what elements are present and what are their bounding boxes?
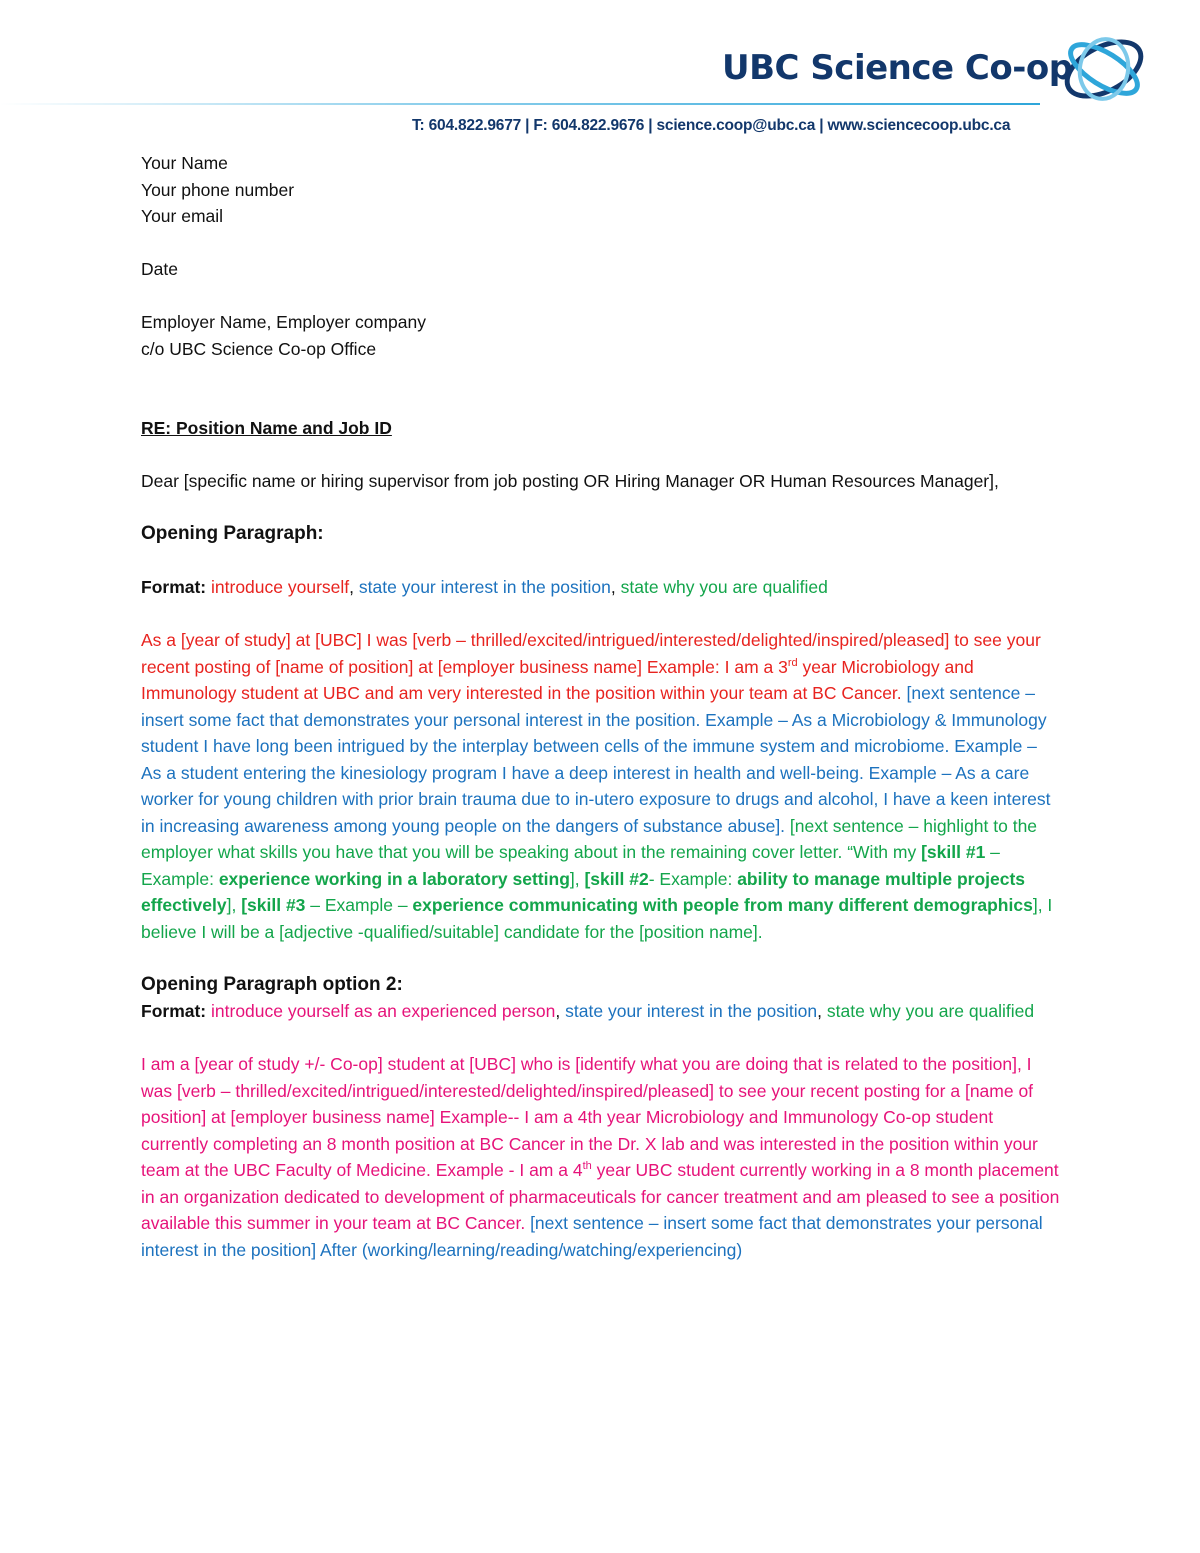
opening-option-2-format: Format: introduce yourself as an experienced person, state your interest in the position, state why you are qualified [141,1001,1035,1021]
format-item-2: state your interest in the position [358,577,611,597]
format-item-2: state your interest in the position [565,1001,818,1021]
letter-date: Date [141,259,178,279]
sender-name: Your Name [141,153,228,173]
ubc-science-coop-logo-icon [1056,34,1152,104]
format-item-3: state why you are qualified [620,577,828,597]
salutation: Dear [specific name or hiring supervisor from job posting OR Hiring Manager OR Human Resources Manager], [141,471,999,491]
sender-email: Your email [141,206,224,226]
letter-body [141,150,1061,1263]
format-item-1: introduce yourself [211,577,350,597]
re-line: RE: Position Name and Job ID [141,418,392,438]
recipient-line-1: Employer Name, Employer company [141,312,426,332]
recipient-line-2: c/o UBC Science Co-op Office [141,338,377,359]
format-label: Format: [141,1001,207,1021]
header-divider [0,103,1040,105]
brand-title: UBC Science Co-op [722,48,1073,88]
opening-option-2-heading: Opening Paragraph option 2: [141,973,403,995]
opening-paragraph: As a [year of study] at [UBC] I was [verb – thrilled/excited/intrigued/interested/delighted/inspired/pleased] to see your recent posting of [name of position] at [employer business name] Example: I am a 3rd year Microbiology and Immunology student at UBC and am very interested in the position within your team at BC Cancer. [next sentence – insert some fact that demonstrates your personal interest in the position. Example – As a Microbiology & Immunology student I have long been intrigued by the interplay between cells of the immune system and microbiome. Example – As a student entering the kinesiology program I have a deep interest in health and well-being. Example – As a care worker for young children with prior brain trauma due to in-utero exposure to drugs and alcohol, I have a keen interest in increasing awareness among young people on the dangers of substance abuse]. [next sentence – highlight to the employer what skills you have that you will be speaking about in the remaining cover letter. “With my [skill #1 – Example: experience working in a laboratory setting], [skill #2- Example: ability to manage multiple projects effectively], [skill #3 – Example – experience communicating with people from many different demographics], I believe I will be a [adjective -qualified/suitable] candidate for the [position name]. [141,630,1053,942]
format-item-1: introduce yourself as an experienced person [211,1001,556,1021]
format-item-3: state why you are qualified [826,1001,1035,1021]
format-label: Format: [141,577,207,597]
opening-format: Format: introduce yourself, state your interest in the position, state why you are qualified [141,577,828,597]
sender-phone: Your phone number [141,179,295,200]
opening-option-2-paragraph: I am a [year of study +/- Co-op] student at [UBC] who is [identify what you are doing that is related to the position], I was [verb – thrilled/excited/intrigued/interested/delighted/inspired/pleased] to see your recent posting for a [name of position] at [employer business name] Example-- I am a 4th year Microbiology and Immunology Co-op student currently completing an 8 month position at BC Cancer in the Dr. X lab and was interested in the position within your team at the UBC Faculty of Medicine. Example - I am a 4th year UBC student currently working in a 8 month placement in an organization dedicated to development of pharmaceuticals for cancer treatment and am pleased to see a position available this summer in your team at BC Cancer. [next sentence – insert some fact that demonstrates your personal interest in the position] After (working/learning/reading/watching/experiencing) [141,1054,1060,1260]
contact-line: T: 604.822.9677 | F: 604.822.9676 | science.coop@ubc.ca | www.sciencecoop.ubc.ca [412,117,1011,134]
opening-heading: Opening Paragraph: [141,523,324,544]
